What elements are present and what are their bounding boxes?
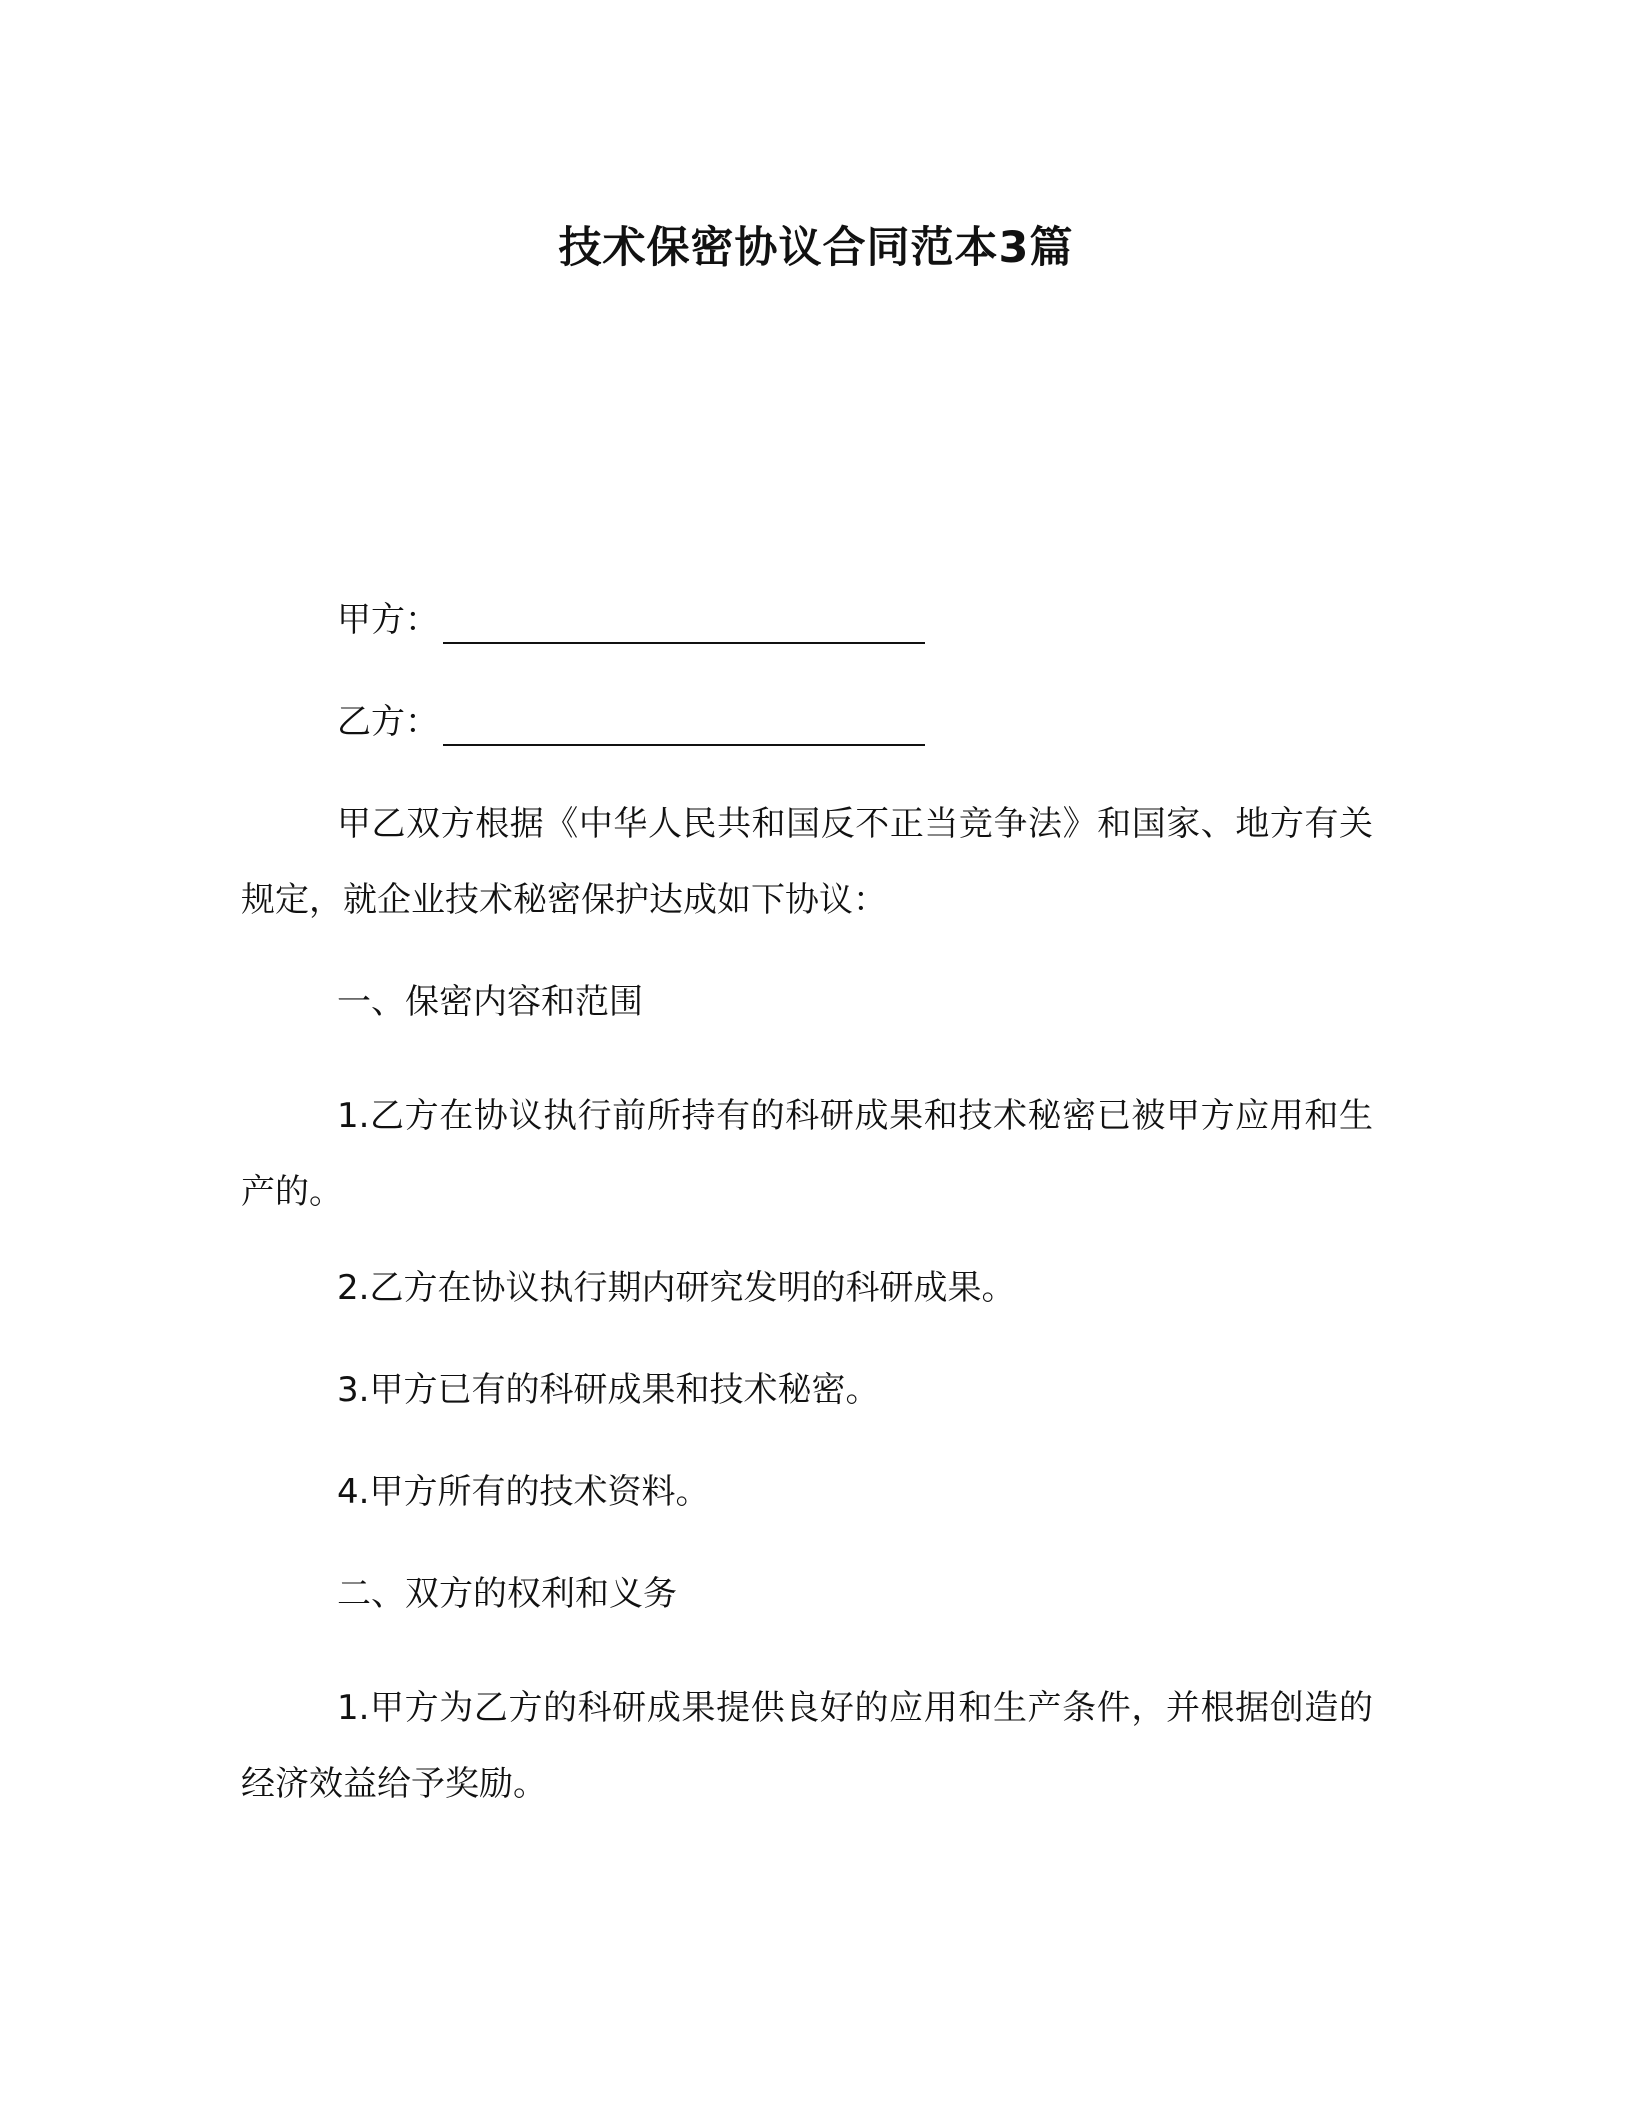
section1-item1: 1.乙方在协议执行前所持有的科研成果和技术秘密已被甲方应用和生产的。 bbox=[241, 1096, 1373, 1212]
section2-item1: 1.甲方为乙方的科研成果提供良好的应用和生产条件，并根据创造的经济效益给予奖励。 bbox=[241, 1688, 1373, 1804]
intro-paragraph: 甲乙双方根据《中华人民共和国反不正当竞争法》和国家、地方有关规定，就企业技术秘密保护达成如下协议： bbox=[241, 804, 1373, 920]
party-a-label: 甲方： bbox=[337, 600, 439, 640]
section1-item3: 3.甲方已有的科研成果和技术秘密。 bbox=[337, 1370, 880, 1410]
party-a-blank bbox=[443, 606, 925, 644]
party-a-line bbox=[337, 596, 925, 644]
section1-item2: 2.乙方在协议执行期内研究发明的科研成果。 bbox=[337, 1268, 1016, 1308]
section1-item4: 4.甲方所有的技术资料。 bbox=[337, 1472, 710, 1512]
party-b-blank bbox=[443, 708, 925, 746]
section1-heading: 一、保密内容和范围 bbox=[337, 982, 643, 1022]
party-b-label: 乙方： bbox=[337, 702, 439, 742]
document-title: 技术保密协议合同范本3篇 bbox=[558, 223, 1074, 273]
party-b-line bbox=[337, 698, 925, 746]
section2-heading: 二、双方的权利和义务 bbox=[337, 1574, 677, 1614]
